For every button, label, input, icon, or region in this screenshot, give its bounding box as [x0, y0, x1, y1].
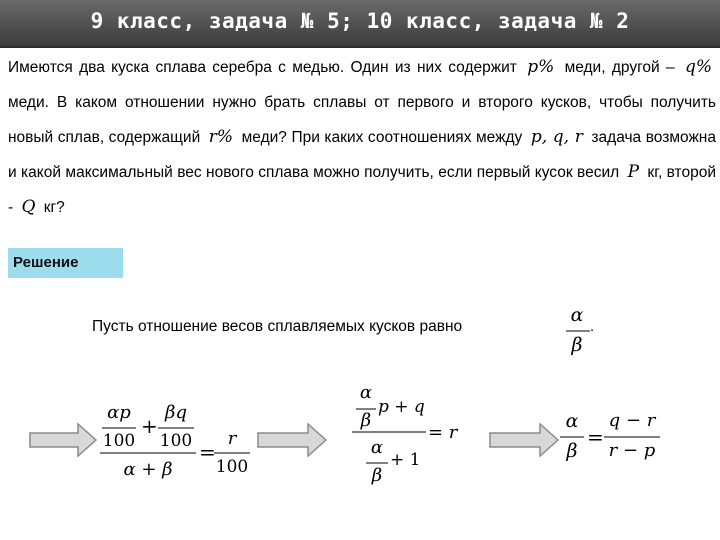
f1-plus: + — [141, 414, 158, 438]
intro-beta: β — [571, 334, 583, 356]
f1-hundred-3: 100 — [215, 457, 249, 477]
f1-alpha-p: αp — [107, 402, 131, 423]
right-arrow-icon — [490, 424, 558, 456]
f1-hundred-1: 100 — [102, 431, 136, 451]
problem-text-2: меди, другой – — [564, 59, 675, 76]
f3-beta: β — [566, 440, 578, 462]
f3-equals: = — [587, 425, 604, 449]
intro-dot: . — [590, 318, 595, 335]
problem-text-6: кг, второй - — [8, 164, 717, 216]
solution-intro-text: Пусть отношение весов сплавляемых кусков равно — [92, 318, 463, 335]
var-r-percent: r% — [208, 127, 234, 147]
f2-plus-one: + 1 — [390, 450, 421, 470]
right-arrow-icon — [258, 424, 326, 456]
var-p-percent: p% — [527, 57, 555, 77]
f3-r-minus-p: r − p — [608, 440, 656, 461]
f2-alpha-top: α — [359, 382, 373, 403]
f3-q-minus-r: q − r — [608, 410, 656, 431]
var-P: P — [627, 162, 640, 182]
f2-alpha-bottom: α — [370, 437, 384, 458]
f1-equals: = — [199, 440, 216, 464]
problem-text-5: задача возможна и какой максимальный вес нового сплава можно получить, если первый кусок весил — [8, 129, 716, 181]
f2-beta-top: β — [360, 410, 372, 431]
var-pqr: p, q, r — [530, 127, 583, 147]
f1-alpha-plus-beta: α + β — [123, 459, 173, 480]
f2-p-plus-q: p + q — [378, 397, 425, 417]
intro-alpha: α — [570, 304, 584, 326]
f1-r: r — [227, 428, 237, 449]
problem-text-4: меди? При каких соотношениях между — [241, 129, 523, 146]
slide-title: 9 класс, задача № 5; 10 класс, задача № 2 — [90, 9, 630, 33]
problem-text-1: Имеются два куска сплава серебра с медью. Один из них содержит — [8, 59, 517, 76]
var-q-percent: q% — [684, 57, 712, 77]
problem-text-7: кг? — [43, 199, 65, 216]
f1-hundred-2: 100 — [159, 431, 193, 451]
solution-label: Решение — [8, 248, 123, 278]
f2-equals-r: = r — [428, 422, 458, 443]
f2-beta-bottom: β — [371, 465, 383, 486]
right-arrow-icon — [30, 424, 96, 456]
f1-beta-q: βq — [165, 402, 187, 423]
f3-alpha: α — [565, 410, 579, 432]
problem-text-3: меди. В каком отношении нужно брать сплавы от первого и второго кусков, чтобы получить новый сплав, содержащий — [8, 94, 716, 146]
var-Q: Q — [21, 197, 36, 217]
